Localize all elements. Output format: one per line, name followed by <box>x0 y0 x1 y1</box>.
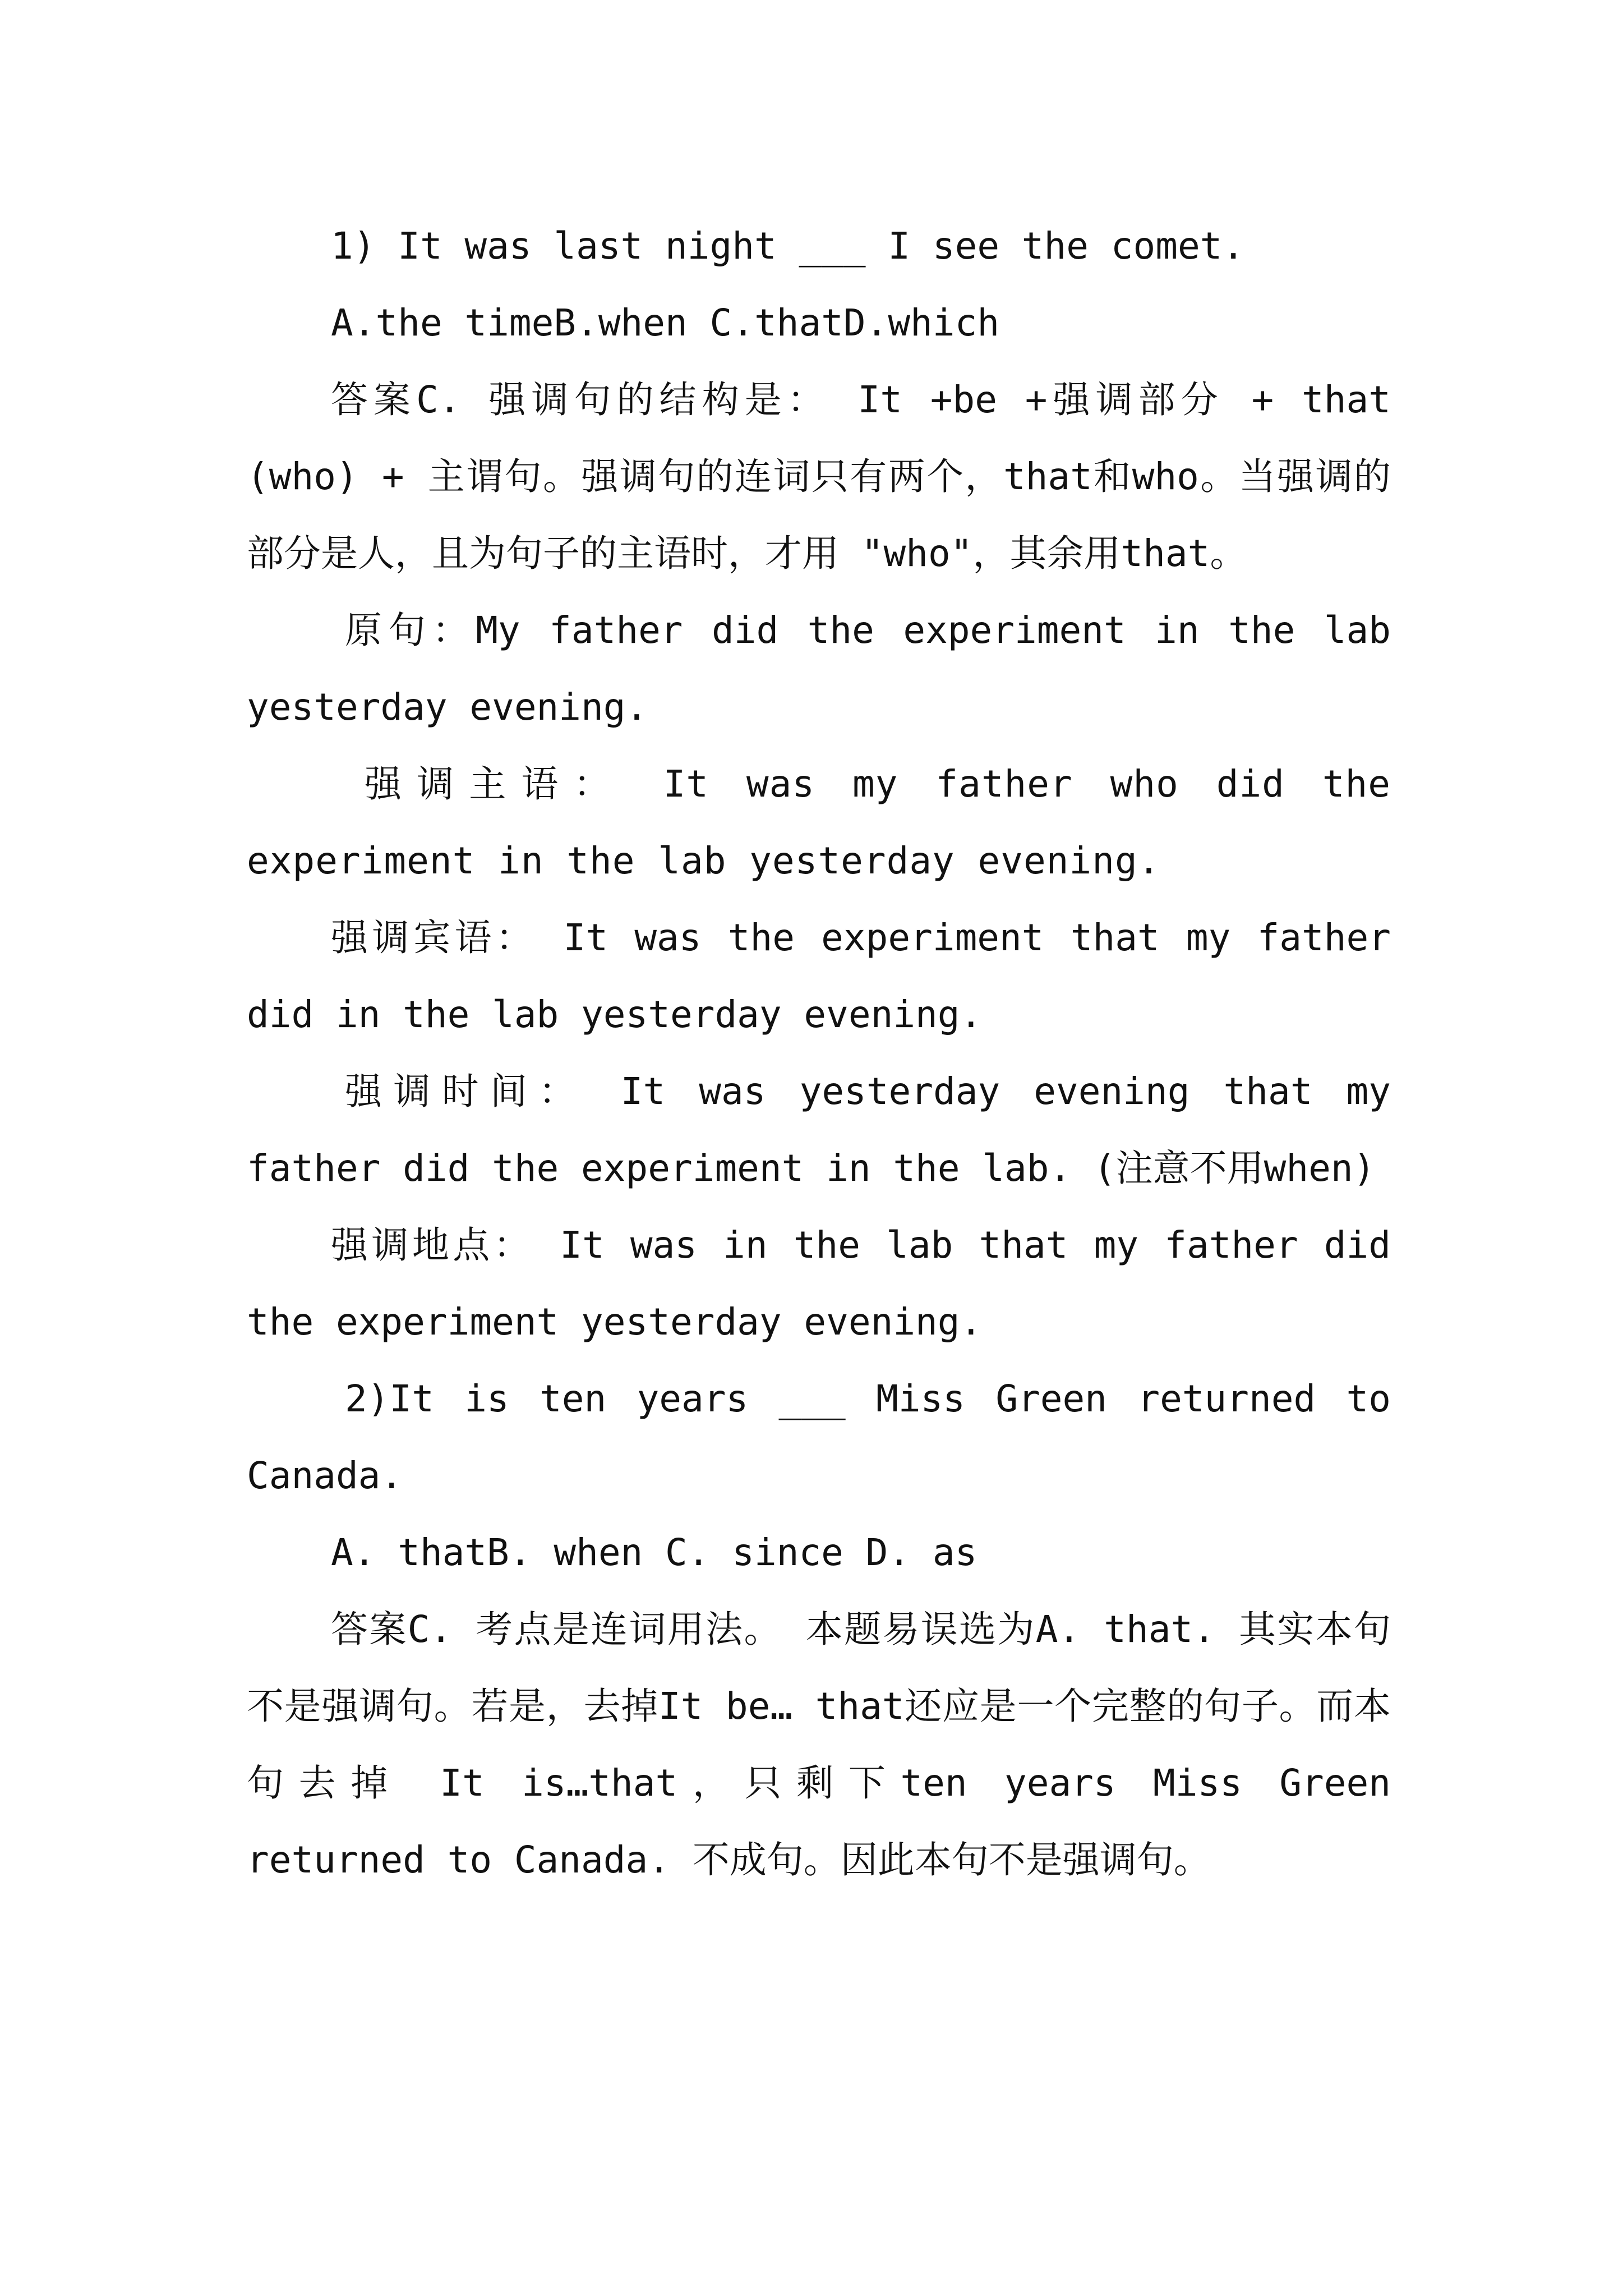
question-2-answer: 答案C. 考点是连词用法。 本题易误选为A. that. 其实本句不是强调句。若是，去掉It be… that还应是一个完整的句子。而本句去掉 It is…that，只剩下ten years Miss Green returned to Canada. 不成句。因此本句不是强调句。 <box>247 1608 1391 1881</box>
question-2-stem: 2)It is ten years ___ Miss Green returned to Canada. <box>247 1377 1391 1497</box>
question-2-options: A. thatB. when C. since D. as <box>331 1531 978 1574</box>
emphasize-time: 强调时间： It was yesterday evening that my father did the experiment in the lab. (注意不用when) <box>247 1070 1391 1190</box>
question-1-options: A.the timeB.when C.thatD.which <box>331 301 1000 344</box>
emphasize-place: 强调地点： It was in the lab that my father did the experiment yesterday evening. <box>247 1223 1391 1343</box>
document-body <box>247 208 1391 1898</box>
question-1-stem: 1) It was last night ___ I see the comet. <box>331 224 1245 268</box>
original-sentence: 原句：My father did the experiment in the lab yesterday evening. <box>247 609 1391 729</box>
emphasize-object: 强调宾语： It was the experiment that my father did in the lab yesterday evening. <box>247 916 1391 1036</box>
question-1-answer: 答案C. 强调句的结构是： It +be +强调部分 + that (who) + 主谓句。强调句的连词只有两个，that和who。当强调的部分是人，且为句子的主语时，才用 "who"，其余用that。 <box>247 378 1391 575</box>
emphasize-subject: 强调主语： It was my father who did the experiment in the lab yesterday evening. <box>247 762 1391 882</box>
